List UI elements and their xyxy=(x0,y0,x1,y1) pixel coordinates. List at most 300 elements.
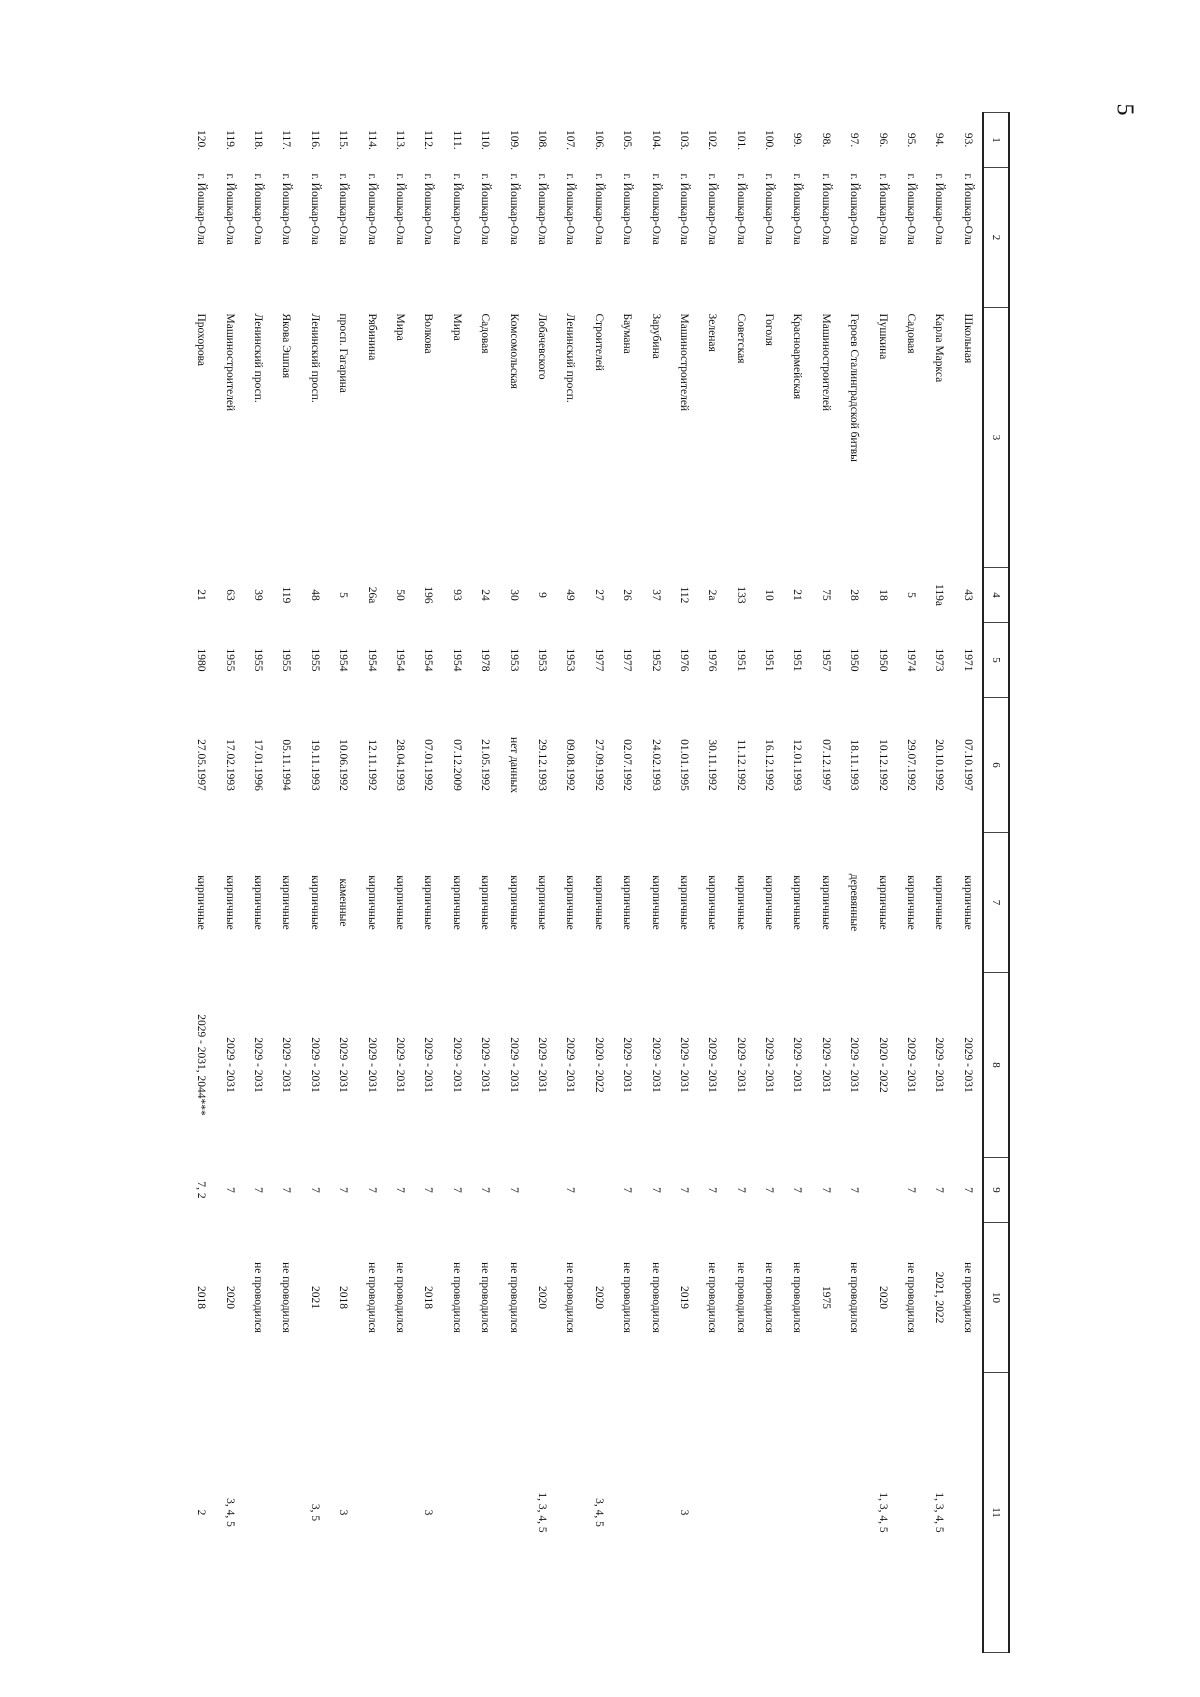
works-cell xyxy=(443,1373,471,1653)
city-cell: г. Йошкар-Ола xyxy=(819,173,832,245)
street-cell: Мира xyxy=(394,313,406,341)
period-cell: 2020 - 2022 xyxy=(876,1037,889,1093)
house-number-cell: 21 xyxy=(195,589,208,601)
city-cell: г. Йошкар-Ола xyxy=(479,173,492,245)
year-built-cell: 1953 xyxy=(535,648,548,672)
house-number-cell: 26 xyxy=(621,589,634,601)
table-row xyxy=(499,113,527,1653)
works-cell xyxy=(556,1373,584,1653)
code-cell: 7 xyxy=(706,1187,719,1193)
street-cell: Машиностроителей xyxy=(677,313,690,412)
year-built-cell: 1952 xyxy=(649,648,662,672)
wall-material-cell: кирпичные xyxy=(195,875,208,930)
code-cell: 7 xyxy=(848,1187,861,1193)
date-cell: 18.11.1993 xyxy=(848,739,861,791)
overhaul-year-cell: 2020 xyxy=(223,1286,236,1309)
row-number-cell: 104. xyxy=(649,129,662,151)
house-number-cell: 119а xyxy=(933,584,946,606)
city-cell: г. Йошкар-Ола xyxy=(649,173,662,245)
overhaul-year-cell: 2018 xyxy=(195,1286,208,1309)
date-cell: 17.02.1993 xyxy=(223,739,236,791)
city-cell: г. Йошкар-Ола xyxy=(337,173,350,245)
street-cell: Советская xyxy=(734,313,747,364)
period-cell: 2020 - 2022 xyxy=(592,1037,605,1093)
city-cell: г. Йошкар-Ола xyxy=(195,173,208,245)
wall-material-cell: кирпичные xyxy=(308,875,321,930)
works-cell xyxy=(698,1373,726,1653)
overhaul-year-cell: 2018 xyxy=(422,1286,435,1309)
works-cell: 3, 4, 5 xyxy=(223,1498,236,1527)
works-cell: 2 xyxy=(195,1509,208,1516)
period-cell: 2029 - 2031 xyxy=(507,1037,520,1093)
house-number-cell: 39 xyxy=(252,589,265,601)
wall-material-cell: кирпичные xyxy=(252,875,265,930)
house-number-cell: 43 xyxy=(961,589,974,601)
overhaul-year-cell: не проводился xyxy=(450,1262,463,1333)
date-cell: 12.01.1993 xyxy=(791,739,804,791)
city-cell: г. Йошкар-Ола xyxy=(223,173,236,245)
code-cell: 7 xyxy=(252,1187,265,1193)
works-cell xyxy=(386,1373,414,1653)
wall-material-cell: кирпичные xyxy=(876,875,889,930)
code-cell: 7 xyxy=(763,1187,776,1193)
date-cell: 11.12.1992 xyxy=(734,739,747,791)
works-cell: 3 xyxy=(337,1509,350,1516)
street-cell: просп. Гагарина xyxy=(337,313,350,393)
street-cell: Якова Эшпая xyxy=(280,313,293,379)
overhaul-year-cell: не проводился xyxy=(706,1262,719,1333)
row-number-cell: 99. xyxy=(791,132,804,148)
year-built-cell: 1957 xyxy=(819,648,832,672)
city-cell: г. Йошкар-Ола xyxy=(961,173,974,245)
period-cell: 2029 - 2031 xyxy=(223,1037,236,1093)
table-row xyxy=(386,113,414,1653)
table-row xyxy=(187,113,215,1653)
year-built-cell: 1954 xyxy=(337,648,350,672)
code-cell: 7 xyxy=(223,1187,236,1193)
year-built-cell: 1954 xyxy=(450,648,463,672)
table-row xyxy=(585,113,613,1653)
works-cell xyxy=(641,1373,669,1653)
year-built-cell: 1976 xyxy=(706,648,719,672)
period-cell: 2029 - 2031 xyxy=(365,1037,378,1093)
works-cell: 1, 3, 4, 5 xyxy=(535,1492,548,1533)
wall-material-cell: каменные xyxy=(337,878,350,927)
date-cell: 29.12.1993 xyxy=(535,739,548,791)
wall-material-cell: кирпичные xyxy=(763,875,776,930)
city-cell: г. Йошкар-Ола xyxy=(734,173,747,245)
table-header xyxy=(983,113,1009,1653)
wall-material-cell: кирпичные xyxy=(507,875,520,930)
works-cell: 3 xyxy=(422,1509,435,1516)
wall-material-cell: кирпичные xyxy=(422,875,435,930)
year-built-cell: 1953 xyxy=(507,648,520,672)
house-number-cell: 5 xyxy=(337,592,350,598)
code-cell: 7 xyxy=(365,1187,378,1193)
table-row xyxy=(357,113,385,1653)
year-built-cell: 1954 xyxy=(365,648,378,672)
date-cell: 29.07.1992 xyxy=(905,739,918,791)
year-built-cell: 1976 xyxy=(677,648,690,672)
code-cell: 7 xyxy=(280,1187,293,1193)
overhaul-year-cell: не проводился xyxy=(564,1262,577,1333)
code-cell: 7 xyxy=(564,1187,577,1193)
works-cell xyxy=(812,1373,840,1653)
street-cell: Героев Сталинградской битвы xyxy=(848,313,861,462)
street-cell: Ленинский просп. xyxy=(564,313,577,403)
works-cell xyxy=(840,1373,868,1653)
city-cell: г. Йошкар-Ола xyxy=(706,173,719,245)
works-cell xyxy=(954,1373,983,1653)
row-number-cell: 97. xyxy=(848,132,861,148)
city-cell: г. Йошкар-Ола xyxy=(422,173,435,245)
column-header-6: 6 xyxy=(983,698,1009,833)
works-cell xyxy=(272,1373,300,1653)
period-cell: 2029 - 2031 xyxy=(621,1037,634,1093)
column-header-8: 8 xyxy=(983,973,1009,1158)
date-cell: 24.02.1993 xyxy=(649,739,662,791)
period-cell: 2029 - 2031 xyxy=(479,1037,492,1093)
overhaul-year-cell: 1975 xyxy=(819,1286,832,1309)
row-number-cell: 111. xyxy=(450,130,463,150)
row-number-cell: 114. xyxy=(365,130,378,150)
table-body xyxy=(187,113,983,1653)
row-number-cell: 119. xyxy=(223,130,236,150)
wall-material-cell: кирпичные xyxy=(450,875,463,930)
wall-material-cell: кирпичные xyxy=(734,875,747,930)
house-number-cell: 26а xyxy=(365,586,378,604)
table-row xyxy=(755,113,783,1653)
city-cell: г. Йошкар-Ола xyxy=(535,173,548,245)
period-cell: 2029 - 2031 xyxy=(848,1037,861,1093)
date-cell: 16.12.1992 xyxy=(763,739,776,791)
table-row xyxy=(698,113,726,1653)
code-cell: 7 xyxy=(337,1187,350,1193)
house-number-cell: 49 xyxy=(564,589,577,601)
register-table xyxy=(187,112,1010,1653)
street-cell: Садовая xyxy=(905,313,918,354)
code-cell: 7 xyxy=(308,1187,321,1193)
year-built-cell: 1955 xyxy=(252,648,265,672)
house-number-cell: 27 xyxy=(592,589,605,601)
period-cell: 2029 - 2031 xyxy=(961,1037,974,1093)
street-cell: Пушкина xyxy=(876,313,889,360)
column-header-10: 10 xyxy=(983,1223,1009,1373)
city-cell: г. Йошкар-Ола xyxy=(365,173,378,245)
period-cell: 2029 - 2031 xyxy=(819,1037,832,1093)
date-cell: 05.11.1994 xyxy=(280,739,293,791)
overhaul-year-cell: 2021, 2022 xyxy=(933,1271,946,1324)
street-cell: Мира xyxy=(450,313,463,341)
code-cell: 7 xyxy=(450,1187,463,1193)
date-cell: 10.12.1992 xyxy=(876,739,889,791)
code-cell: 7 xyxy=(422,1187,435,1193)
table-row xyxy=(954,113,983,1653)
period-cell: 2029 - 2031 xyxy=(649,1037,662,1093)
works-cell xyxy=(726,1373,754,1653)
city-cell: г. Йошкар-Ола xyxy=(621,173,634,245)
table-row xyxy=(726,113,754,1653)
period-cell: 2029 - 2031 xyxy=(450,1037,463,1093)
overhaul-year-cell: не проводился xyxy=(507,1262,520,1333)
street-cell: Баумана xyxy=(621,313,634,354)
house-number-cell: 21 xyxy=(791,589,804,601)
overhaul-year-cell: 2020 xyxy=(535,1286,548,1309)
house-number-cell: 196 xyxy=(422,586,435,604)
row-number-cell: 101. xyxy=(734,129,747,151)
street-cell: Рябинина xyxy=(365,313,378,361)
street-cell: Садовая xyxy=(479,313,492,354)
period-cell: 2029 - 2031 xyxy=(706,1037,719,1093)
table-row xyxy=(272,113,300,1653)
city-cell: г. Йошкар-Ола xyxy=(876,173,889,245)
street-cell: Гоголя xyxy=(763,313,776,346)
code-cell xyxy=(868,1158,896,1223)
year-built-cell: 1950 xyxy=(848,648,861,672)
city-cell: г. Йошкар-Ола xyxy=(394,173,406,245)
wall-material-cell: кирпичные xyxy=(933,875,946,930)
row-number-cell: 112. xyxy=(422,130,435,150)
period-cell: 2029 - 2031 xyxy=(905,1037,918,1093)
row-number-cell: 106. xyxy=(592,129,605,151)
overhaul-year-cell: 2018 xyxy=(337,1286,350,1309)
table-row xyxy=(528,113,556,1653)
rotated-table-container xyxy=(190,112,1010,1652)
city-cell: г. Йошкар-Ола xyxy=(592,173,605,245)
table-row xyxy=(812,113,840,1653)
house-number-cell: 63 xyxy=(223,589,236,601)
city-cell: г. Йошкар-Ола xyxy=(848,173,861,245)
year-built-cell: 1951 xyxy=(763,648,776,672)
year-built-cell: 1953 xyxy=(564,648,577,672)
code-cell: 7 xyxy=(961,1187,974,1193)
period-cell: 2029 - 2031 xyxy=(308,1037,321,1093)
date-cell: 28.04.1993 xyxy=(394,739,406,791)
row-number-cell: 107. xyxy=(564,129,577,151)
code-cell: 7 xyxy=(507,1187,520,1193)
period-cell: 2029 - 2031 xyxy=(252,1037,265,1093)
wall-material-cell: деревянные xyxy=(848,873,861,932)
street-cell: Ленинский просп. xyxy=(252,313,265,403)
table-row xyxy=(414,113,442,1653)
wall-material-cell: кирпичные xyxy=(706,875,719,930)
house-number-cell: 18 xyxy=(876,589,889,601)
year-built-cell: 1974 xyxy=(905,648,918,672)
city-cell: г. Йошкар-Ола xyxy=(905,173,918,245)
street-cell: Лобачевского xyxy=(535,313,548,380)
date-cell: 01.01.1995 xyxy=(677,739,690,791)
works-cell xyxy=(783,1373,811,1653)
date-cell: 19.11.1993 xyxy=(308,739,321,791)
house-number-cell: 30 xyxy=(507,589,520,601)
column-header-5: 5 xyxy=(983,623,1009,698)
date-cell: 07.12.1997 xyxy=(819,739,832,791)
row-number-cell: 110. xyxy=(479,130,492,150)
works-cell: 1, 3, 4, 5 xyxy=(876,1492,889,1533)
column-header-11: 11 xyxy=(983,1373,1009,1653)
street-cell: Прохорова xyxy=(195,313,208,366)
year-built-cell: 1955 xyxy=(308,648,321,672)
table-row xyxy=(443,113,471,1653)
code-cell: 7 xyxy=(394,1187,406,1193)
works-cell xyxy=(499,1373,527,1653)
house-number-cell: 9 xyxy=(535,592,548,598)
header-row xyxy=(983,113,1009,1653)
date-cell: нет данных xyxy=(507,737,520,793)
year-built-cell: 1955 xyxy=(223,648,236,672)
house-number-cell: 28 xyxy=(848,589,861,601)
code-cell: 7 xyxy=(933,1187,946,1193)
city-cell: г. Йошкар-Ола xyxy=(450,173,463,245)
overhaul-year-cell: не проводился xyxy=(252,1262,265,1333)
works-cell: 3 xyxy=(677,1509,690,1516)
code-cell xyxy=(585,1158,613,1223)
date-cell: 17.01.1996 xyxy=(252,739,265,791)
city-cell: г. Йошкар-Ола xyxy=(308,173,321,245)
table-row xyxy=(244,113,272,1653)
column-header-2: 2 xyxy=(983,168,1009,308)
code-cell: 7 xyxy=(677,1187,690,1193)
code-cell xyxy=(528,1158,556,1223)
street-cell: Машиностроителей xyxy=(223,313,236,412)
period-cell: 2029 - 2031 xyxy=(734,1037,747,1093)
period-cell: 2029 - 2031 xyxy=(422,1037,435,1093)
date-cell: 12.11.1992 xyxy=(365,739,378,791)
wall-material-cell: кирпичные xyxy=(905,875,918,930)
year-built-cell: 1955 xyxy=(280,648,293,672)
house-number-cell: 24 xyxy=(479,589,492,601)
row-number-cell: 93. xyxy=(961,132,974,148)
overhaul-year-cell: не проводился xyxy=(394,1262,406,1333)
works-cell xyxy=(471,1373,499,1653)
date-cell: 20.10.1992 xyxy=(933,739,946,791)
code-cell: 7 xyxy=(621,1187,634,1193)
year-built-cell: 1954 xyxy=(394,648,406,672)
street-cell: Машиностроителей xyxy=(819,313,832,412)
house-number-cell: 50 xyxy=(394,589,406,601)
year-built-cell: 1971 xyxy=(961,648,974,672)
column-header-9: 9 xyxy=(983,1158,1009,1223)
overhaul-year-cell: 2021 xyxy=(308,1286,321,1309)
house-number-cell: 2а xyxy=(706,589,719,601)
overhaul-year-cell: не проводился xyxy=(365,1262,378,1333)
city-cell: г. Йошкар-Ола xyxy=(791,173,804,245)
date-cell: 09.08.1992 xyxy=(564,739,577,791)
wall-material-cell: кирпичные xyxy=(564,875,577,930)
column-header-1: 1 xyxy=(983,113,1009,168)
date-cell: 07.10.1997 xyxy=(961,739,974,791)
house-number-cell: 112 xyxy=(677,586,690,604)
street-cell: Красноармейская xyxy=(791,313,804,400)
overhaul-year-cell: не проводился xyxy=(763,1262,776,1333)
city-cell: г. Йошкар-Ола xyxy=(280,173,293,245)
wall-material-cell: кирпичные xyxy=(592,875,605,930)
table-row xyxy=(556,113,584,1653)
period-cell: 2029 - 2031 xyxy=(280,1037,293,1093)
period-cell: 2029 - 2031 xyxy=(564,1037,577,1093)
year-built-cell: 1977 xyxy=(621,648,634,672)
house-number-cell: 37 xyxy=(649,589,662,601)
code-cell: 7 xyxy=(649,1187,662,1193)
works-cell xyxy=(244,1373,272,1653)
overhaul-year-cell: 2019 xyxy=(677,1286,690,1309)
code-cell: 7, 2 xyxy=(195,1181,208,1199)
street-cell: Школьная xyxy=(961,313,974,364)
code-cell: 7 xyxy=(479,1187,492,1193)
wall-material-cell: кирпичные xyxy=(479,875,492,930)
year-built-cell: 1973 xyxy=(933,648,946,672)
overhaul-year-cell: не проводился xyxy=(848,1262,861,1333)
overhaul-year-cell: 2020 xyxy=(592,1286,605,1309)
wall-material-cell: кирпичные xyxy=(535,875,548,930)
year-built-cell: 1977 xyxy=(592,648,605,672)
wall-material-cell: кирпичные xyxy=(365,875,378,930)
row-number-cell: 98. xyxy=(819,132,832,148)
period-cell: 2029 - 2031, 2044*** xyxy=(195,1014,208,1116)
date-cell: 27.09.1992 xyxy=(592,739,605,791)
street-cell: Волкова xyxy=(422,313,435,354)
year-built-cell: 1951 xyxy=(791,648,804,672)
period-cell: 2029 - 2031 xyxy=(337,1037,350,1093)
period-cell: 2029 - 2031 xyxy=(791,1037,804,1093)
year-built-cell: 1978 xyxy=(479,648,492,672)
works-cell xyxy=(613,1373,641,1653)
works-cell xyxy=(897,1373,925,1653)
table-row xyxy=(925,113,953,1653)
wall-material-cell: кирпичные xyxy=(280,875,293,930)
works-cell: 1, 3, 4, 5 xyxy=(933,1492,946,1533)
table-row xyxy=(868,113,896,1653)
street-cell: Комсомольская xyxy=(507,313,520,389)
wall-material-cell: кирпичные xyxy=(819,875,832,930)
works-cell xyxy=(755,1373,783,1653)
period-cell: 2029 - 2031 xyxy=(677,1037,690,1093)
city-cell: г. Йошкар-Ола xyxy=(677,173,690,245)
city-cell: г. Йошкар-Ола xyxy=(507,173,520,245)
table-row xyxy=(329,113,357,1653)
table-row xyxy=(840,113,868,1653)
house-number-cell: 133 xyxy=(734,586,747,604)
wall-material-cell: кирпичные xyxy=(791,875,804,930)
overhaul-year-cell: не проводился xyxy=(479,1262,492,1333)
works-cell xyxy=(357,1373,385,1653)
wall-material-cell: кирпичные xyxy=(649,875,662,930)
year-built-cell: 1951 xyxy=(734,648,747,672)
city-cell: г. Йошкар-Ола xyxy=(763,173,776,245)
house-number-cell: 5 xyxy=(905,592,918,598)
overhaul-year-cell: не проводился xyxy=(280,1262,293,1333)
city-cell: г. Йошкар-Ола xyxy=(933,173,946,245)
date-cell: 02.07.1992 xyxy=(621,739,634,791)
house-number-cell: 93 xyxy=(450,589,463,601)
column-header-7: 7 xyxy=(983,833,1009,973)
house-number-cell: 48 xyxy=(308,589,321,601)
street-cell: Строителей xyxy=(592,313,605,371)
row-number-cell: 96. xyxy=(876,132,889,148)
house-number-cell: 75 xyxy=(819,589,832,601)
house-number-cell: 10 xyxy=(763,589,776,601)
street-cell: Зарубина xyxy=(649,313,662,359)
code-cell: 7 xyxy=(819,1187,832,1193)
year-built-cell: 1954 xyxy=(422,648,435,672)
year-built-cell: 1980 xyxy=(195,648,208,672)
period-cell: 2029 - 2031 xyxy=(933,1037,946,1093)
street-cell: Зеленая xyxy=(706,313,719,352)
row-number-cell: 116. xyxy=(308,130,321,150)
period-cell: 2029 - 2031 xyxy=(535,1037,548,1093)
row-number-cell: 95. xyxy=(905,132,918,148)
city-cell: г. Йошкар-Ола xyxy=(252,173,265,245)
